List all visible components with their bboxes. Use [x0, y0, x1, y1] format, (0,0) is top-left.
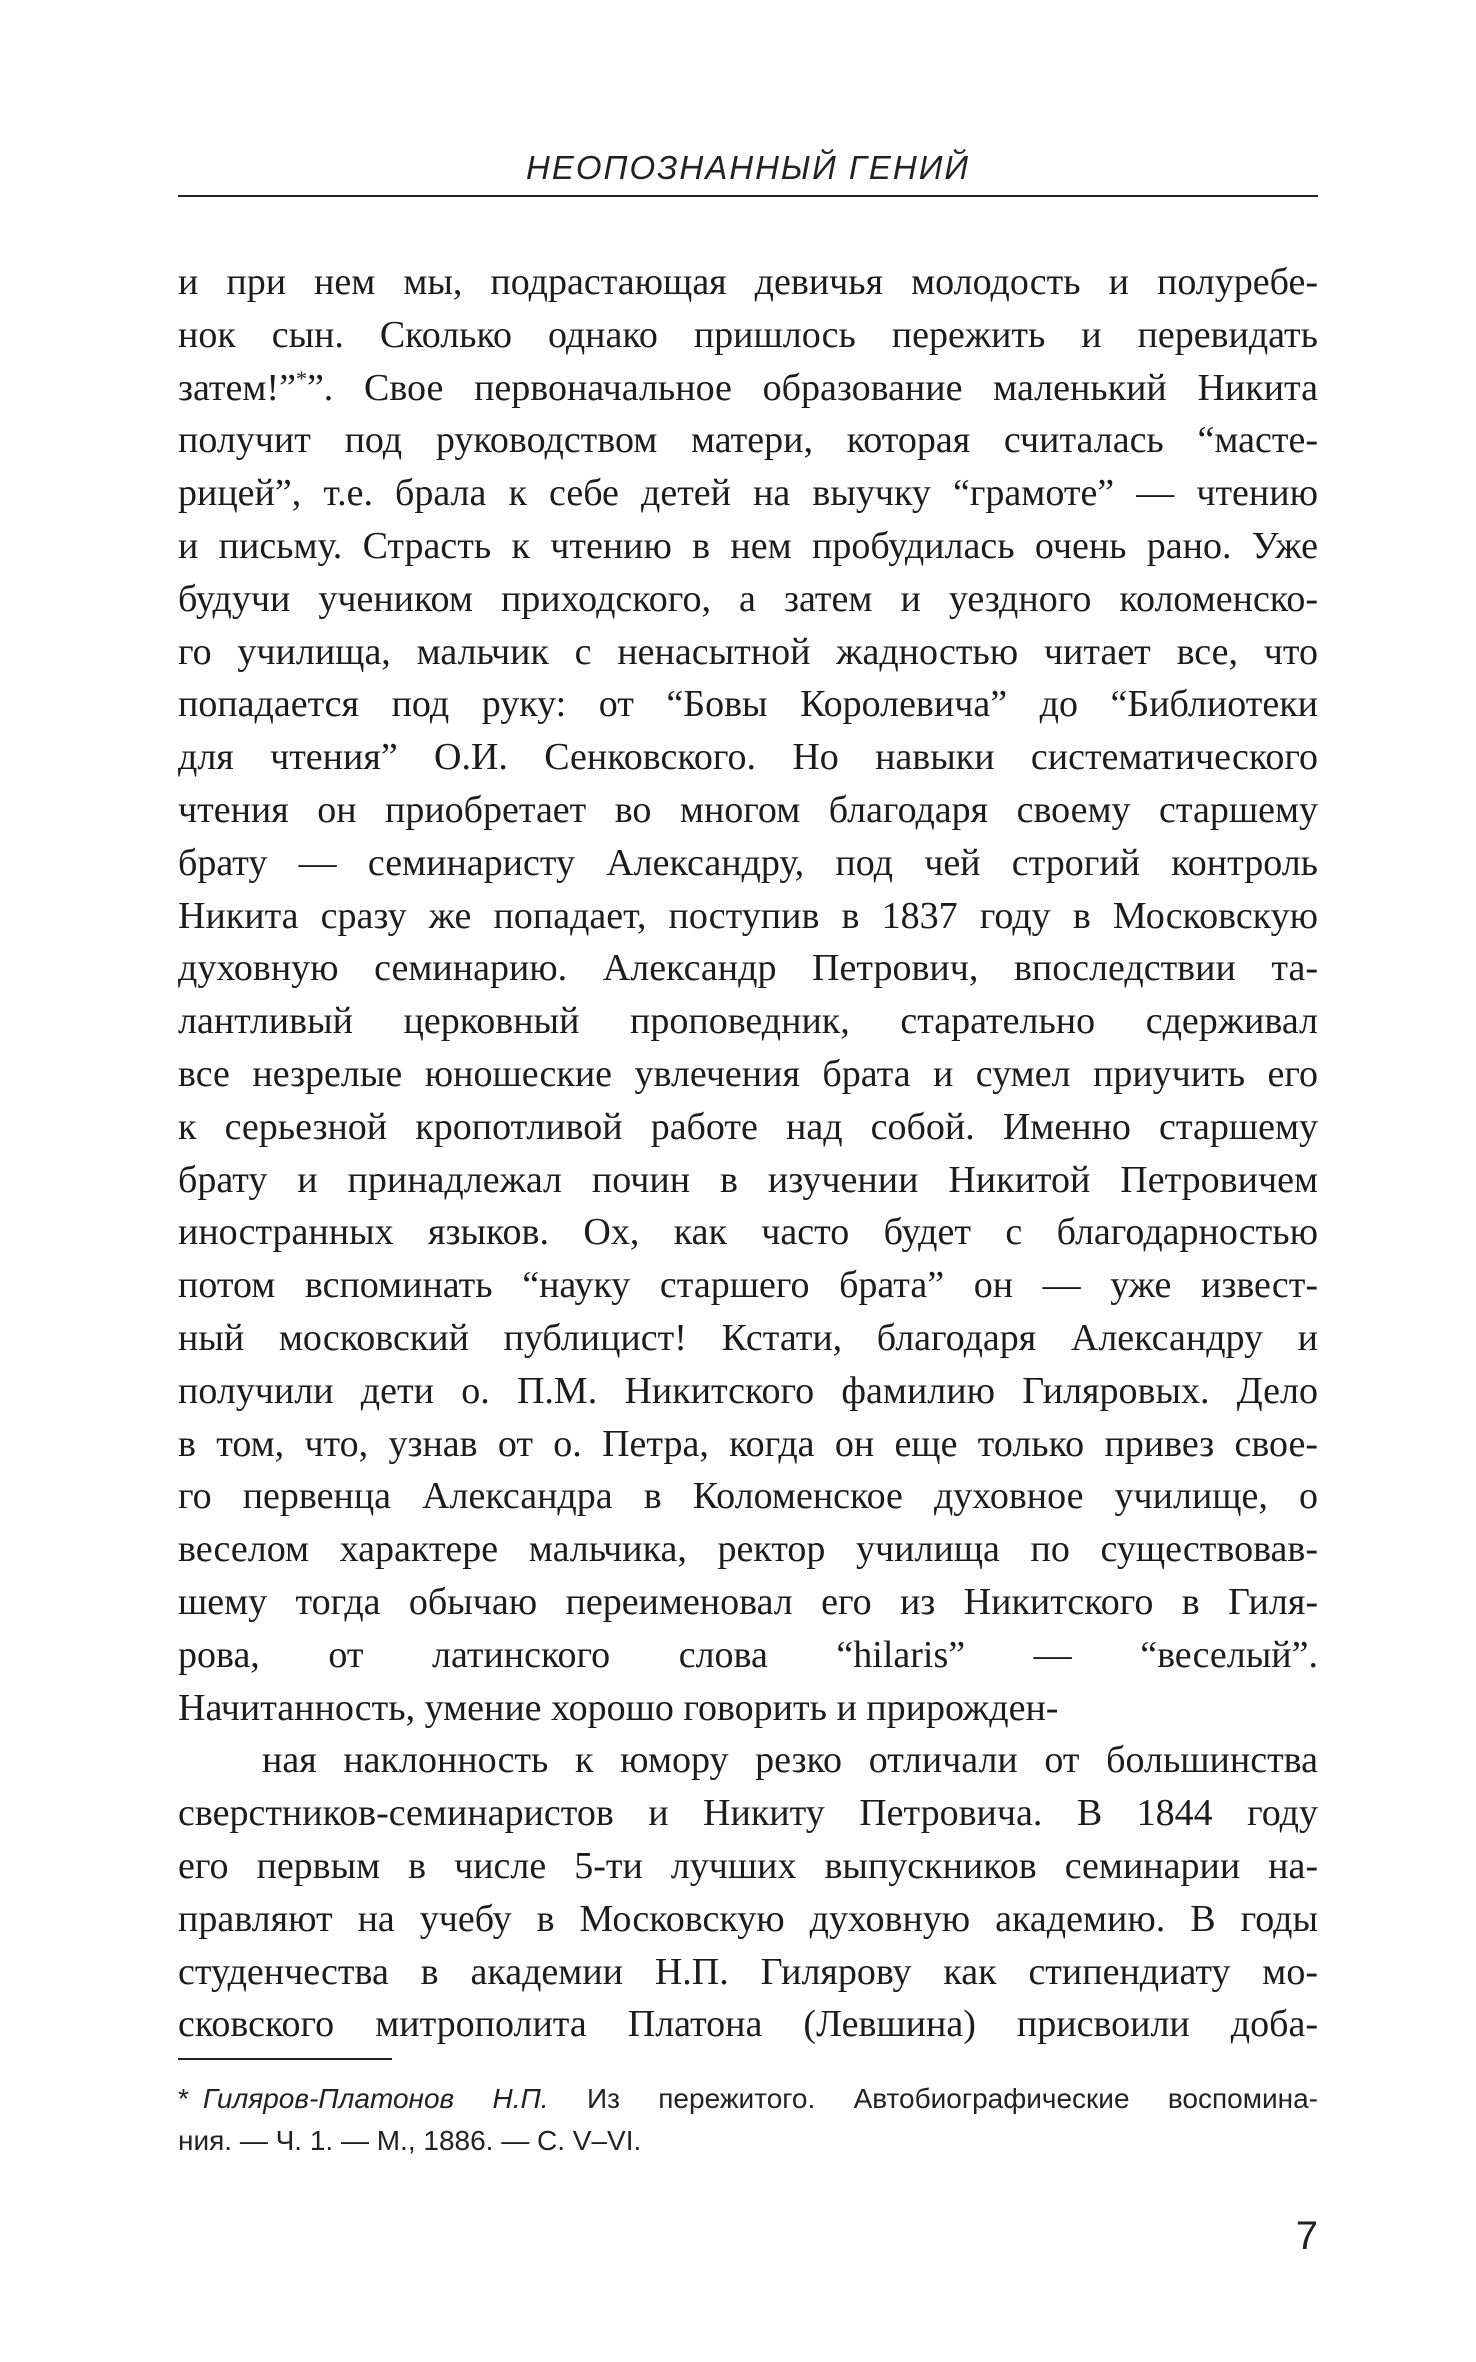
footnote-text: Из пережитого. Автобиографические воспомина- [548, 2083, 1318, 2114]
text-line: рова, от латинского слова “hilaris” — “веселый”. [178, 1633, 1318, 1676]
footnote-marker: * [178, 2083, 189, 2114]
text-line: нок сын. Сколько однако пришлось пережить и перевидать [178, 313, 1318, 356]
text-line: рицей”, т.е. брала к себе детей на выучку “грамоте” — чтению [178, 472, 1318, 515]
text-line: духовную семинарию. Александр Петрович, впоследствии та- [178, 947, 1318, 990]
text-line: го училища, мальчик с ненасытной жадностью читает все, что [178, 630, 1318, 673]
footnote-rule [178, 2058, 392, 2060]
text-line: получит под руководством матери, которая считалась “масте- [178, 419, 1318, 462]
header-rule [178, 195, 1318, 197]
footnote [178, 2078, 1318, 2162]
text-fragment: ”. Свое первоначальное образование маленький Никита [306, 366, 1318, 409]
paragraph-first-line: ная наклонность к юмору резко отличали от большинства [262, 1739, 1318, 1782]
text-line: сверстников-семинаристов и Никиту Петровича. В 1844 году [178, 1792, 1318, 1835]
text-line: все незрелые юношеские увлечения брата и сумел приучить его [178, 1052, 1318, 1095]
text-line: получили дети о. П.М. Никитского фамилию Гиляровых. Дело [178, 1369, 1318, 1412]
text-line: Начитанность, умение хорошо говорить и прирожден- [178, 1686, 1059, 1729]
text-line: лантливый церковный проповедник, старательно сдерживал [178, 1000, 1318, 1043]
text-line: брату — семинаристу Александру, под чей строгий контроль [178, 841, 1318, 884]
text-line: веселом характере мальчика, ректор училища по существовав- [178, 1528, 1318, 1571]
footnote-reference: * [295, 365, 307, 391]
text-line: попадается под руку: от “Бовы Королевича” до “Библиотеки [178, 683, 1318, 726]
text-line: сковского митрополита Платона (Левшина) присвоили доба- [178, 2003, 1318, 2046]
running-head: НЕОПОЗНАННЫЙ ГЕНИЙ [526, 149, 970, 186]
text-line: шему тогда обычаю переименовал его из Никитского в Гиля- [178, 1580, 1318, 1623]
text-line: ный московский публицист! Кстати, благодаря Александру и [178, 1316, 1318, 1359]
text-line: в том, что, узнав от о. Петра, когда он еще только привез свое- [178, 1422, 1318, 1465]
text-line: для чтения” О.И. Сенковского. Но навыки систематического [178, 736, 1318, 779]
text-line: иностранных языков. Ох, как часто будет с благодарностью [178, 1211, 1318, 1254]
text-line: студенчества в академии Н.П. Гилярову как стипендиату мо- [178, 1950, 1318, 1993]
text-fragment: затем!” [178, 366, 296, 409]
text-line: его первым в числе 5-ти лучших выпускников семинарии на- [178, 1844, 1318, 1887]
text-line: Никита сразу же попадает, поступив в 1837 году в Московскую [178, 894, 1318, 937]
text-line: потом вспоминать “науку старшего брата” он — уже извест- [178, 1264, 1318, 1307]
text-line: правляют на учебу в Московскую духовную академию. В годы [178, 1897, 1318, 1940]
page-number: 7 [1295, 2214, 1318, 2258]
text-line: и при нем мы, подрастающая девичья молодость и полуребе- [178, 261, 1318, 303]
text-line: брату и принадлежал почин в изучении Никитой Петровичем [178, 1158, 1318, 1201]
text-line: будучи учеником приходского, а затем и уездного коломенско- [178, 577, 1318, 620]
body-text [178, 256, 1318, 2104]
text-line: го первенца Александра в Коломенское духовное училище, о [178, 1475, 1318, 1518]
footnote-line: ния. — Ч. 1. — М., 1886. — С. V–VI. [178, 2125, 642, 2156]
text-line: и письму. Страсть к чтению в нем пробудилась очень рано. Уже [178, 524, 1318, 567]
text-line: к серьезной кропотливой работе над собой. Именно старшему [178, 1105, 1318, 1148]
text-line: чтения он приобретает во многом благодаря своему старшему [178, 788, 1318, 831]
footnote-author: Гиляров-Платонов Н.П. [202, 2083, 549, 2114]
footnote-line [178, 2078, 1318, 2120]
text-line-with-note [178, 362, 1318, 415]
